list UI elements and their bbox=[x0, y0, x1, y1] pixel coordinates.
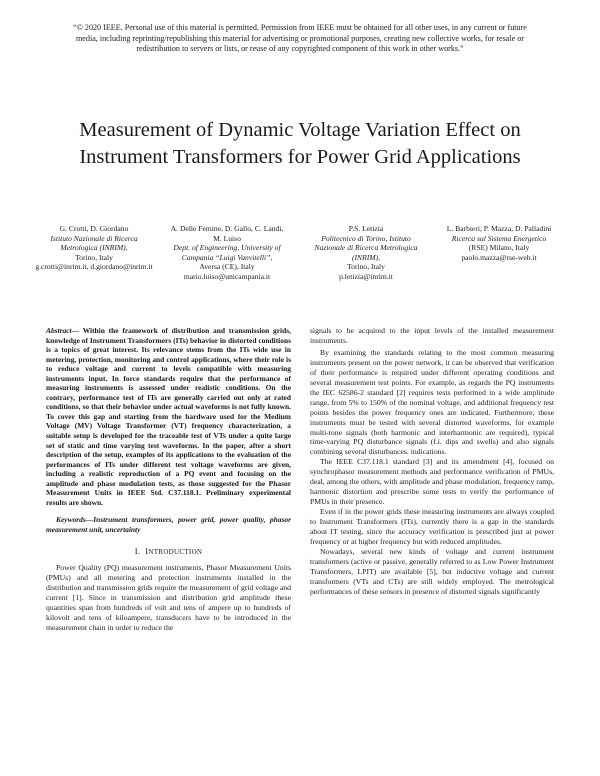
author-names: G. Crotti, D. Giordano bbox=[59, 224, 129, 233]
author-affiliation: Ricerca sul Sistema Energetico bbox=[451, 233, 547, 243]
author-group-1 bbox=[35, 224, 153, 272]
author-names: P.S. Letizia bbox=[348, 224, 384, 233]
left-column bbox=[46, 326, 291, 633]
author-group-4 bbox=[440, 224, 558, 262]
author-affiliation: Istituto Nazionale di Ricerca Metrologica (INRIM), bbox=[50, 233, 138, 253]
author-group-2 bbox=[167, 224, 287, 282]
right-column bbox=[310, 326, 554, 597]
body-paragraph: Even if in the power grids these measuring instruments are always coupled to Instrument Transformers (ITs), currently there is a gap in the standards about IT testing, since the accuracy verification is prescribed just at power frequency or at higher frequency but with reduced amplitudes. bbox=[310, 507, 554, 547]
abstract-label: Abstract— bbox=[46, 326, 80, 335]
paper-title: Measurement of Dynamic Voltage Variation Effect on Instrument Transformers for Power Grid Applications bbox=[79, 119, 521, 168]
author-location: Aversa (CE), Italy bbox=[199, 262, 255, 272]
section-number: I. bbox=[134, 546, 141, 557]
author-names: A. Delle Femine, D. Gallo, C. Landi, M. Luiso bbox=[170, 224, 284, 243]
body-paragraph: The IEEE C37.118.1 standard [3] and its amendment [4], focused on synchrophasor measurement methods and performance verification of PMUs, deal, among the others, with amplitude and phase modulation, frequency ramp, harmonic distortion and prescribe some tests to verify the performance of PMUs in their presence. bbox=[310, 457, 554, 507]
body-paragraph: Power Quality (PQ) measurement instruments, Phasor Measurement Units (PMUs) and all metering and protection instruments installed in the distribution and transmission grids require the measurement of grid voltage and current [1]. Since in transmission and distribution grid amplitude these quantities span from hundreds of volt and tens of ampere up to hundreds of kilovolt and tens of kiloampere, transducers have to be introduced in the measurement chain in order to reduce the bbox=[46, 563, 291, 633]
author-names: L. Barbieri, P. Mazza, D. Palladini bbox=[446, 224, 552, 233]
keywords: Keywords—Instrument transformers, power grid, power quality, phasor measurement unit, uncertainty bbox=[46, 515, 291, 534]
author-email: mario.luiso@unicampania.it bbox=[183, 271, 271, 281]
section-initial: I bbox=[145, 546, 149, 557]
author-email: p.letizia@inrim.it bbox=[339, 271, 393, 281]
abstract bbox=[46, 326, 291, 507]
body-paragraph: Nowadays, several new kinds of voltage and current instrument transformers (active or passive, generally referred to as Low Power Instrument Transformers, LPIT) are available [5], but inductive voltage and current transformers (VTs and CTs) are still widely employed. The metrological performances of these sensors in presence of distorted signals significantly bbox=[310, 546, 554, 596]
abstract-text: Within the framework of distribution and transmission grids, knowledge of Instrument Transformers (ITs) behavior in distorted conditions is a topics of great interest. Its relevance stems from the ITs wide use in metering, protection, monitoring and control applications, where their role is to reduce voltage and current to levels compatible with measuring instruments input. In force standards require that the performance of measuring instruments is assessed under realistic conditions. On the contrary, performance test of ITs are generally carried out only at rated conditions, so that their behavior under actual waveforms is not fully known. To cover this gap and starting from the hardware used for the Medium Voltage (MV) Voltage Transformer (VT) frequency characterization, a suitable setup is developed for the traceable test of VTs under a quite large set of static and time varying test waveforms. In the paper, after a short description of the setup, examples of its applications to the evaluation of the performances of ITs under different test voltage waveforms are given, including a realistic reproduction of a PQ event and focusing on the amplitude and phase modulation tests, as those suggested for the Phasor Measurement Units in IEEE Std. C37.118.1. Preliminary experimental results are shown. bbox=[46, 326, 291, 507]
author-location: Torino, Italy bbox=[347, 262, 385, 272]
body-paragraph: signals to be acquired to the input levels of the installed measurement instruments. bbox=[310, 326, 554, 345]
author-email: g.crotti@inrim.it, d.giordano@inrim.it bbox=[35, 262, 153, 272]
section-title-rest: NTRODUCTION bbox=[148, 548, 203, 557]
author-affiliation: Dept. of Engineering, University of Campania “Luigi Vanvitelli”, bbox=[173, 243, 281, 262]
author-group-3 bbox=[310, 224, 422, 282]
author-affiliation: Politecnico di Torino, Istituto Nazionale di Ricerca Metrologica (INRIM), bbox=[314, 233, 418, 262]
author-location: Torino, Italy bbox=[75, 252, 113, 262]
body-paragraph: By examining the standards relating to the most common measuring instruments present on the power network, it can be observed that verification of their performance is required under different operating conditions and several measurement test points. For example, as regards the PQ instruments the IEC 62586-2 standard [2] requires tests performed in a wide amplitude range, from 5% to 150% of the nominal voltage, and additional frequency test points besides the power frequency ones are indicated. Furthermore, these instruments must be tested with several distorted waveforms, for example multi-tone signals (both harmonic and interharmonic are required), typical time-varying PQ disturbance signals (f.i. dips and swells) and also signals combining several disturbances. indications. bbox=[310, 347, 554, 457]
section-heading-introduction bbox=[46, 546, 291, 556]
author-email: paolo.mazza@rse-web.it bbox=[461, 252, 537, 262]
author-location: (RSE) Milano, Italy bbox=[468, 243, 530, 253]
copyright-notice: “© 2020 IEEE. Personal use of this material is permitted. Permission from IEEE must be obtained for all other uses, in any current or future media, including reprinting/republishing this material for advertising or promotional purposes, creating new collective works, for resale or redistribution to servers or lists, or reuse of any copyrighted component of this work in other works.” bbox=[73, 23, 527, 54]
